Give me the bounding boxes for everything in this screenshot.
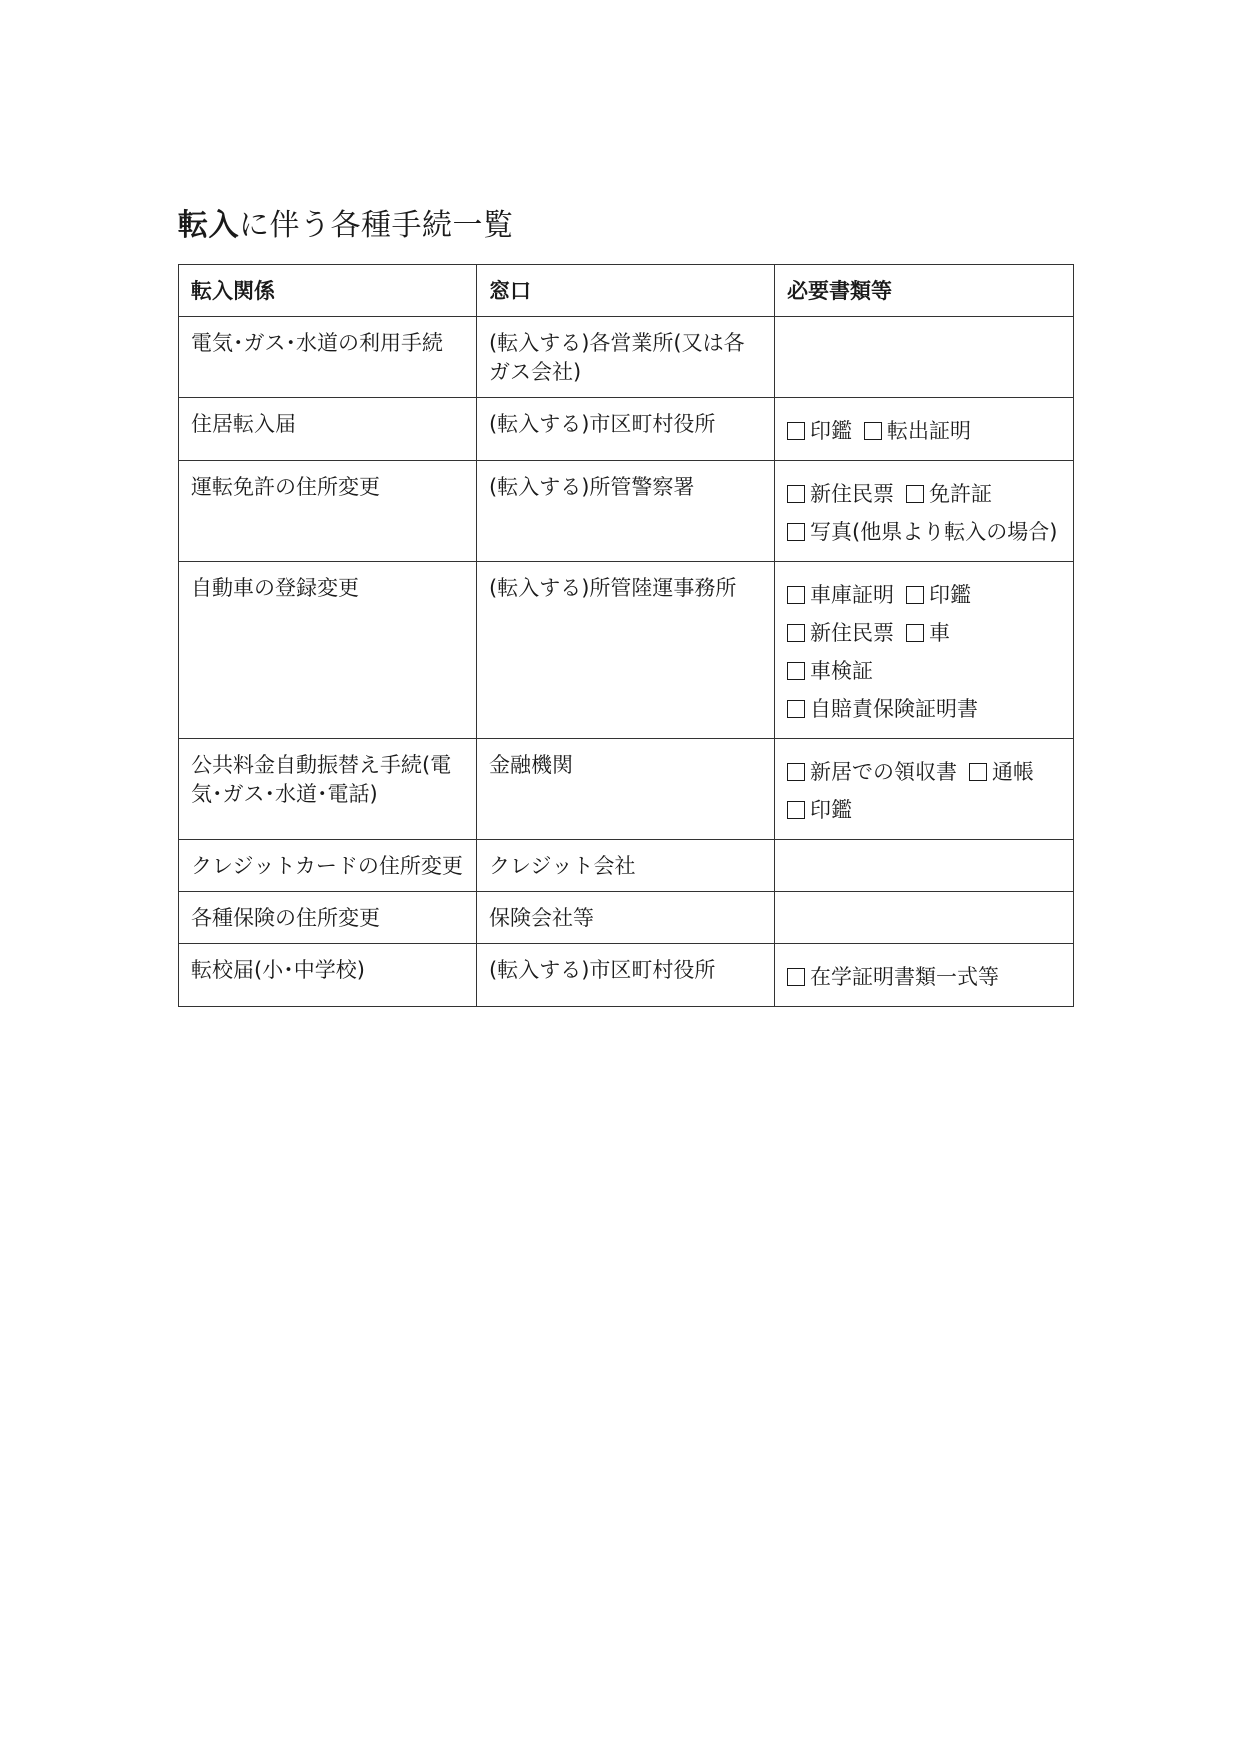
office-text: (転入する)市区町村役所: [489, 958, 716, 982]
table-row: [179, 562, 1074, 739]
office-cell: [477, 892, 775, 944]
table-row: [179, 944, 1074, 1007]
procedure-text: 運転免許の住所変更: [191, 475, 380, 499]
office-text: クレジット会社: [489, 854, 636, 878]
table-row: [179, 840, 1074, 892]
document-item: [787, 517, 1057, 547]
document-label: 自賠責保険証明書: [810, 697, 978, 721]
office-text: (転入する)各営業所(又は各ガス会社): [489, 331, 745, 384]
checkbox-icon[interactable]: [787, 968, 805, 986]
page-title-bold: 転入: [178, 208, 239, 243]
office-text: (転入する)所管警察署: [489, 475, 695, 499]
office-text: 保険会社等: [489, 906, 594, 930]
checkbox-icon[interactable]: [969, 763, 987, 781]
checkbox-icon[interactable]: [787, 523, 805, 541]
documents-cell: [775, 840, 1074, 892]
checkbox-icon[interactable]: [864, 422, 882, 440]
documents-cell: [775, 461, 1074, 562]
table-row: [179, 317, 1074, 398]
documents-cell: [775, 892, 1074, 944]
document-item: [906, 618, 950, 648]
document-line: [787, 694, 1061, 724]
document-item: [864, 416, 971, 446]
page-title: [178, 204, 514, 248]
document-item: [787, 656, 873, 686]
table-header-row: [179, 265, 1074, 317]
document-label: 写真(他県より転入の場合): [810, 520, 1058, 544]
document-item: [787, 757, 957, 787]
header-procedure: 転入関係: [179, 265, 477, 317]
document-label: 新居での領収書: [810, 760, 957, 784]
office-cell: [477, 840, 775, 892]
table-row: [179, 892, 1074, 944]
document-item: [969, 757, 1034, 787]
procedure-text: クレジットカードの住所変更: [191, 854, 463, 878]
office-cell: [477, 461, 775, 562]
procedure-text: 電気･ガス･水道の利用手続: [191, 331, 443, 355]
checkbox-icon[interactable]: [906, 586, 924, 604]
document-label: 車庫証明: [810, 583, 894, 607]
checkbox-icon[interactable]: [787, 624, 805, 642]
procedure-cell: [179, 840, 477, 892]
office-cell: [477, 398, 775, 461]
procedure-cell: [179, 739, 477, 840]
checkbox-icon[interactable]: [787, 485, 805, 503]
header-office: 窓口: [477, 265, 775, 317]
documents-cell: [775, 398, 1074, 461]
procedure-text: 住居転入届: [191, 412, 296, 436]
document-label: 印鑑: [810, 419, 852, 443]
office-cell: [477, 944, 775, 1007]
document-label: 新住民票: [810, 621, 894, 645]
procedure-cell: [179, 398, 477, 461]
checkbox-icon[interactable]: [787, 801, 805, 819]
page-title-rest: に伴う各種手続一覧: [239, 208, 514, 243]
checkbox-icon[interactable]: [787, 586, 805, 604]
office-text: (転入する)所管陸運事務所: [489, 576, 737, 600]
header-documents: 必要書類等: [775, 265, 1074, 317]
checkbox-icon[interactable]: [787, 422, 805, 440]
document-label: 印鑑: [929, 583, 971, 607]
document-line: [787, 416, 1061, 446]
office-text: (転入する)市区町村役所: [489, 412, 716, 436]
procedure-text: 公共料金自動振替え手続(電気･ガス･水道･電話): [191, 753, 452, 806]
procedure-text: 転校届(小･中学校): [191, 958, 365, 982]
documents-cell: [775, 739, 1074, 840]
procedure-cell: [179, 317, 477, 398]
document-label: 新住民票: [810, 482, 894, 506]
document-item: [906, 580, 971, 610]
document-line: [787, 962, 1061, 992]
checkbox-icon[interactable]: [787, 763, 805, 781]
document-line: [787, 656, 1061, 686]
documents-cell: [775, 562, 1074, 739]
checkbox-icon[interactable]: [787, 662, 805, 680]
document-item: [787, 618, 894, 648]
document-item: [787, 795, 852, 825]
office-cell: [477, 739, 775, 840]
table-row: [179, 739, 1074, 840]
document-label: 車: [929, 621, 950, 645]
documents-cell: [775, 317, 1074, 398]
procedures-table: [178, 264, 1074, 1007]
office-text: 金融機関: [489, 753, 573, 777]
table-row: [179, 398, 1074, 461]
procedure-cell: [179, 461, 477, 562]
document-label: 通帳: [992, 760, 1034, 784]
procedure-cell: [179, 562, 477, 739]
document-label: 車検証: [810, 659, 873, 683]
procedure-text: 各種保険の住所変更: [191, 906, 380, 930]
document-item: [906, 479, 992, 509]
table-row: [179, 461, 1074, 562]
document-item: [787, 580, 894, 610]
procedure-cell: [179, 892, 477, 944]
procedure-cell: [179, 944, 477, 1007]
document-line: [787, 795, 1061, 825]
document-item: [787, 694, 978, 724]
document-label: 在学証明書類一式等: [810, 965, 999, 989]
office-cell: [477, 317, 775, 398]
checkbox-icon[interactable]: [787, 700, 805, 718]
document-label: 免許証: [929, 482, 992, 506]
document-line: [787, 517, 1061, 547]
document-label: 印鑑: [810, 798, 852, 822]
document-item: [787, 962, 999, 992]
checkbox-icon[interactable]: [906, 485, 924, 503]
document-line: [787, 618, 1061, 648]
document-line: [787, 757, 1061, 787]
document-item: [787, 479, 894, 509]
document-item: [787, 416, 852, 446]
procedure-text: 自動車の登録変更: [191, 576, 359, 600]
checkbox-icon[interactable]: [906, 624, 924, 642]
documents-cell: [775, 944, 1074, 1007]
document-line: [787, 479, 1061, 509]
office-cell: [477, 562, 775, 739]
document-label: 転出証明: [887, 419, 971, 443]
document-line: [787, 580, 1061, 610]
